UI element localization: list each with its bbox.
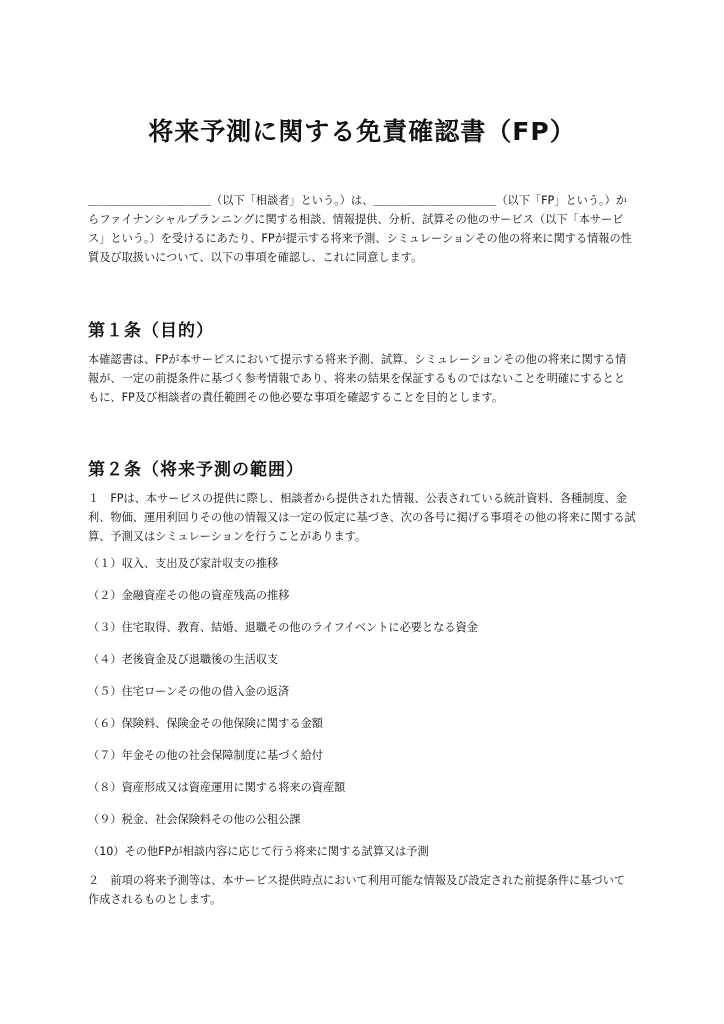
list-item: （１）収入、支出及び家計収支の推移 <box>88 557 279 570</box>
list-item: （８）資産形成又は資産運用に関する将来の資産額 <box>88 781 346 794</box>
list-item: （９）税金、社会保険料その他の公租公課 <box>88 813 301 826</box>
list-item: （２）金融資産その他の資産残高の推移 <box>88 589 290 602</box>
list-item: （７）年金その他の社会保障制度に基づく給付 <box>88 749 323 762</box>
article-2-paragraph-2: ２ 前項の将来予測等は、本サービス提供時点において利用可能な情報及び設定された前提条件に基づいて作成されるものとします。 <box>88 874 626 906</box>
article-1-heading: 第１条（目的） <box>88 321 214 341</box>
list-item: （３）住宅取得、教育、結婚、退職その他のライフイベントに必要となる資金 <box>88 621 478 634</box>
article-2-paragraph-1: １ FPは、本サービスの提供に際し、相談者から提供された情報、公表されている統計資料、各種制度、金利、物価、運用利回りその他の情報又は一定の仮定に基づき、次の各号に掲げる事項その他の将来に関する試算、予測又はシミュレーションを行うことがあります。 <box>88 492 636 543</box>
intro-paragraph: ＿＿＿＿＿＿＿＿＿＿＿（以下「相談者」という。）は、＿＿＿＿＿＿＿＿＿＿＿（以下「FP」という。）からファイナンシャルプランニングに関する相談、情報提供、分析、試算その他のサービス（以下「本サービス」という。）を受けるにあたり、FPが提示する将来予測、シミュレーションその他の将来に関する情報の性質及び取扱いについて、以下の事項を確認し、これに同意します。 <box>88 194 632 264</box>
article-2-heading: 第２条（将来予測の範囲） <box>88 460 304 480</box>
list-item: （６）保険料、保険金その他保険に関する金額 <box>88 717 323 730</box>
article-1-body: 本確認書は、FPが本サービスにおいて提示する将来予測、試算、シミュレーションその他の将来に関する情報が、一定の前提条件に基づく参考情報であり、将来の結果を保証するものではないことを明確にするとともに、FP及び相談者の責任範囲その他必要な事項を確認することを目的とします。 <box>88 353 627 404</box>
list-item: （５）住宅ローンその他の借入金の返済 <box>88 685 290 698</box>
document-title: 将来予測に関する免責確認書（FP） <box>148 117 576 146</box>
list-item: （４）老後資金及び退職後の生活収支 <box>88 653 279 666</box>
list-item: （10）その他FPが相談内容に応じて行う将来に関する試算又は予測 <box>88 845 429 858</box>
